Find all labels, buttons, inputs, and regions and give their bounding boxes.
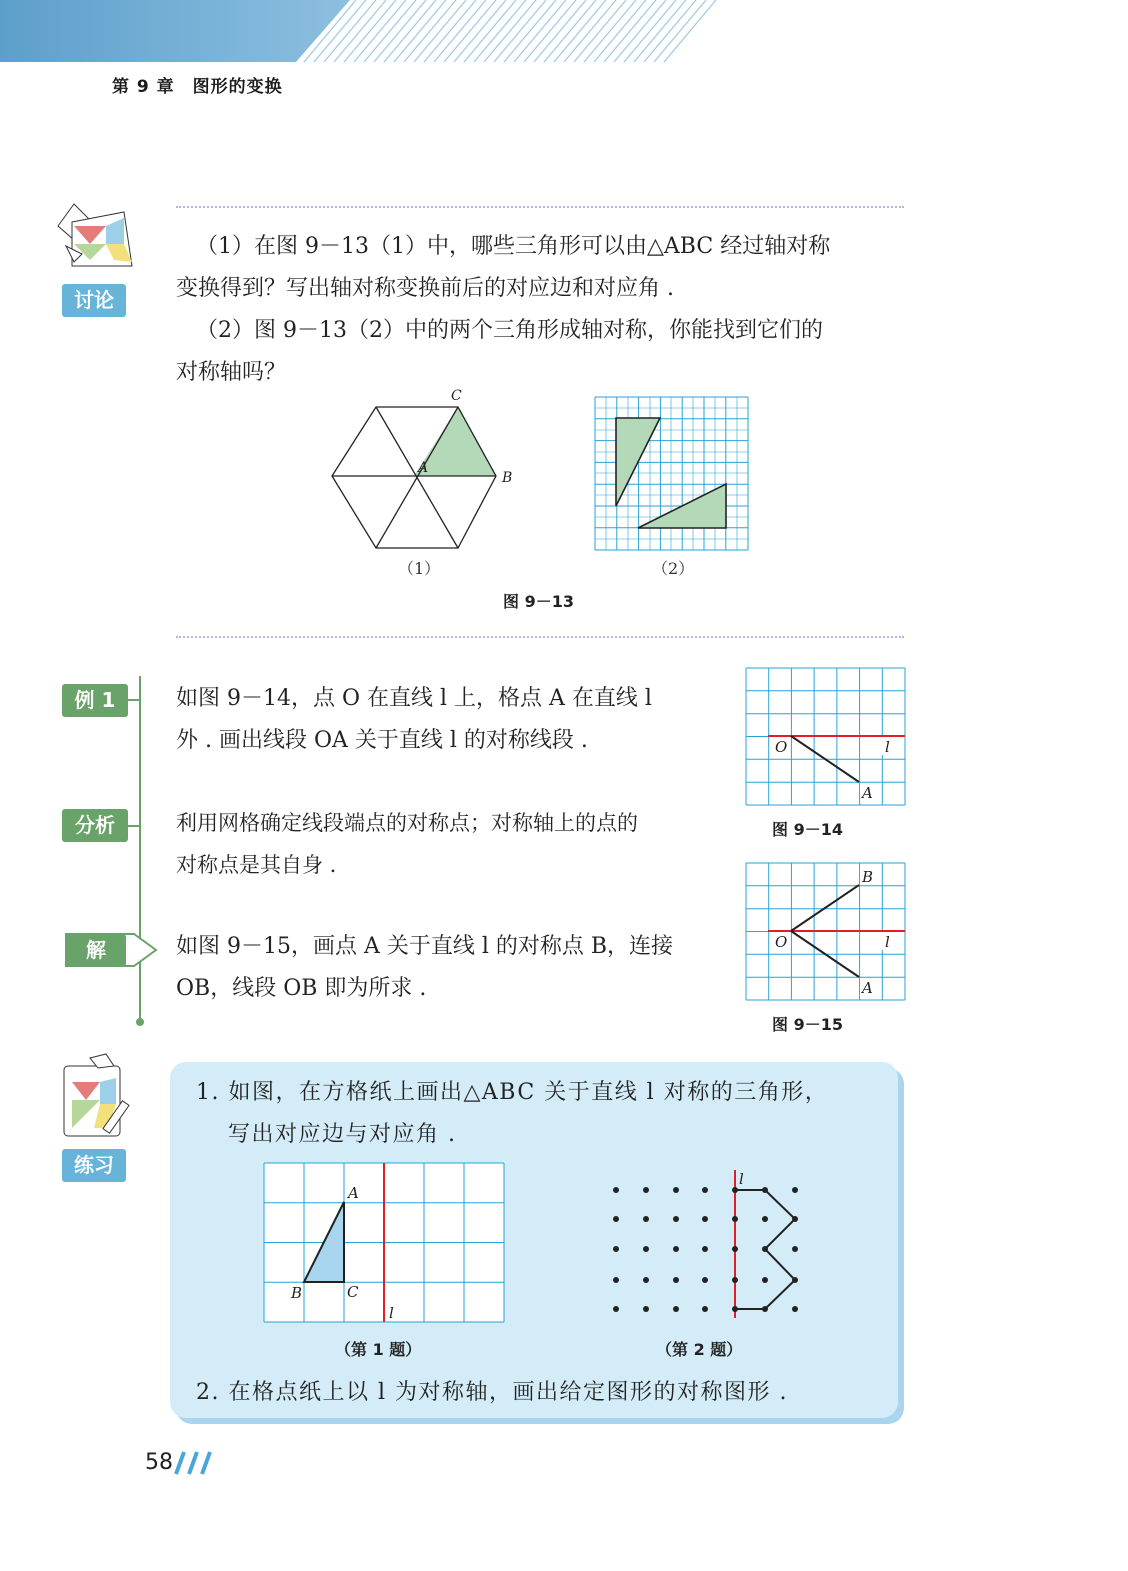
discussion-icon [52,200,138,276]
practice-q1-line1: 1. 如图，在方格纸上画出△ABC 关于直线 l 对称的三角形， [196,1080,829,1105]
svg-text:l: l [885,933,890,951]
figure-9-14-caption: 图 9－14 [772,820,843,839]
header-band [0,0,1128,62]
discussion-p2-line2: 对称轴吗？ [176,360,287,385]
discussion-p2-line1: （2）图 9－13（2）中的两个三角形成轴对称，你能找到它们的 [196,318,823,343]
divider-bottom [176,636,904,638]
practice-q1-line2: 写出对应边与对应角 . [228,1122,457,1147]
hexagon-outline [332,407,496,548]
analysis-tag: 分析 [62,809,128,842]
subfig-2-caption: （2） [652,559,695,578]
practice-q2: 2. 在格点纸上以 l 为对称轴，画出给定图形的对称图形 . [196,1380,788,1405]
example-line1: 如图 9－14，点 O 在直线 l 上，格点 A 在直线 l [176,686,652,711]
svg-text:O: O [775,738,788,756]
example-tag: 例 1 [62,684,128,717]
figure-9-13-caption: 图 9－13 [503,592,574,611]
svg-text:O: O [775,933,788,951]
solution-line1: 如图 9－15，画点 A 关于直线 l 的对称点 B，连接 [176,934,674,959]
svg-text:A: A [348,1184,359,1202]
svg-text:l: l [885,738,890,756]
practice-fig1-caption: （第 1 题） [335,1340,422,1359]
solution-line2: OB，线段 OB 即为所求 . [176,976,427,1001]
discussion-p1-line1: （1）在图 9－13（1）中，哪些三角形可以由△ABC 经过轴对称 [196,234,831,259]
grid-triangles-figure [594,396,750,552]
practice-figure-2 [605,1168,805,1320]
practice-figure-1 [263,1162,507,1324]
page-number-slashes [174,1450,218,1476]
svg-text:l: l [739,1170,744,1188]
figure-9-15-caption: 图 9－15 [772,1015,843,1034]
solution-tag: 解 [66,934,126,967]
practice-icon [54,1052,138,1140]
svg-text:A: A [862,979,873,997]
subfig-1-caption: （1） [398,559,441,578]
discussion-p1-line2: 变换得到？写出轴对称变换前后的对应边和对应角 . [176,276,674,301]
svg-text:C: C [347,1283,359,1301]
example-timeline [60,676,160,1036]
analysis-line1: 利用网格确定线段端点的对称点；对称轴上的点的 [176,811,638,835]
chapter-title: 第 9 章 图形的变换 [112,77,283,97]
example-line2: 外 . 画出线段 OA 关于直线 l 的对称线段 . [176,728,588,753]
figure-9-14 [745,667,907,807]
hexagon-figure [320,384,530,556]
segment-ob [791,885,859,931]
practice-tag: 练习 [62,1149,126,1182]
label-c: C [451,388,462,404]
svg-text:B: B [862,868,874,886]
svg-text:l: l [389,1304,394,1322]
discussion-tag: 讨论 [62,284,126,317]
svg-text:A: A [862,784,873,802]
practice-fig2-caption: （第 2 题） [656,1340,743,1359]
divider-top [176,206,904,208]
label-b: B [502,470,513,486]
label-a: A [418,460,429,476]
figure-9-15 [745,862,907,1002]
svg-text:B: B [291,1284,303,1302]
analysis-line2: 对称点是其自身 . [176,853,337,877]
page-number: 58 [145,1450,173,1475]
